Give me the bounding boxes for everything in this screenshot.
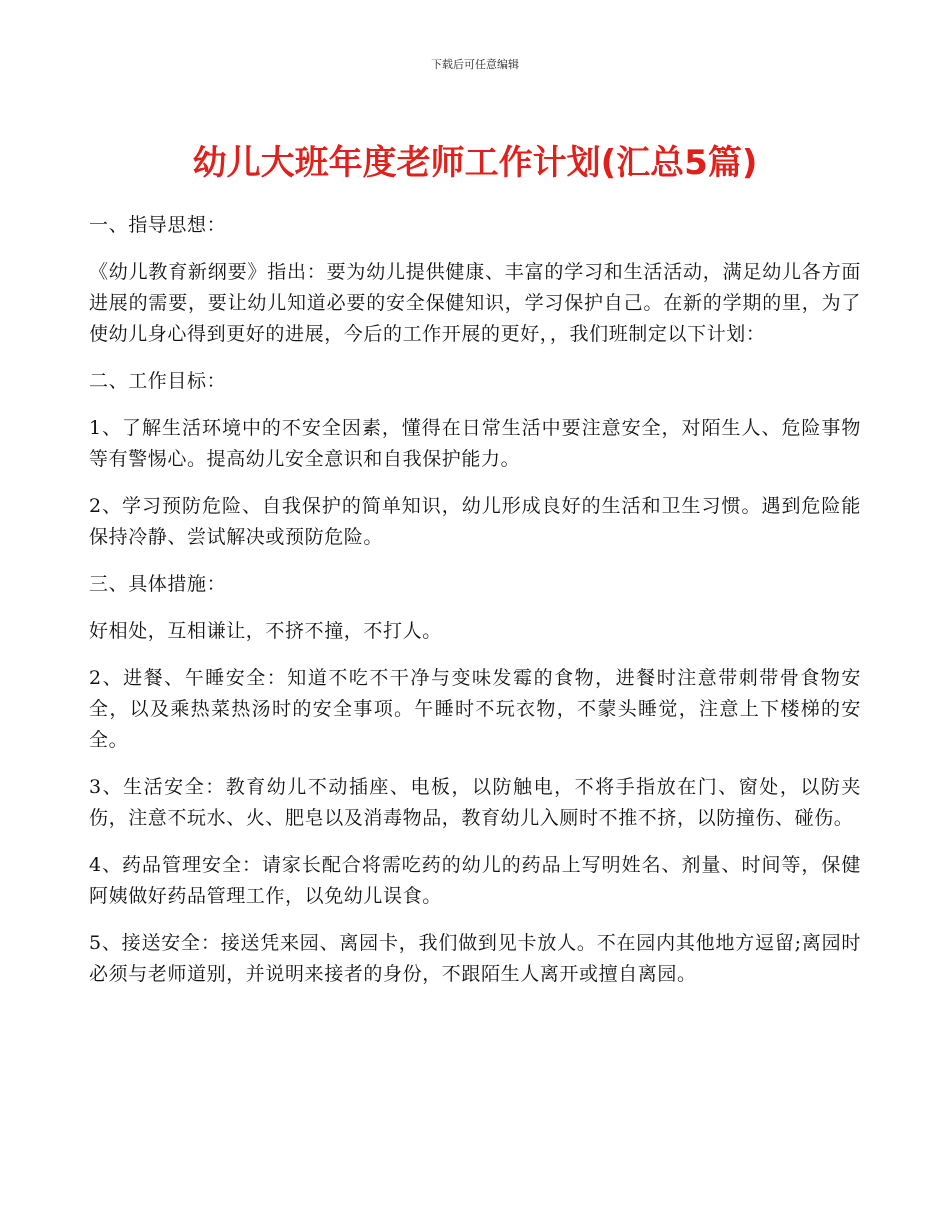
paragraph-measure-4: 4、药品管理安全：请家长配合将需吃药的幼儿的药品上写明姓名、剂量、时间等，保健阿姨做好药品管理工作，以免幼儿误食。 bbox=[89, 854, 861, 907]
document-body bbox=[89, 210, 861, 1006]
page-header-note: 下载后可任意编辑 bbox=[431, 58, 519, 71]
document-title: 幼儿大班年度老师工作计划(汇总5篇) bbox=[192, 143, 758, 183]
paragraph-measure-5: 5、接送安全：接送凭来园、离园卡，我们做到见卡放人。不在园内其他地方逗留;离园时必须与老师道别，并说明来接者的身份，不跟陌生人离开或擅自离园。 bbox=[89, 932, 861, 985]
paragraph-measure-fragment: 好相处，互相谦让，不挤不撞，不打人。 bbox=[89, 620, 442, 642]
paragraph-measure-2: 2、进餐、午睡安全：知道不吃不干净与变味发霉的食物，进餐时注意带刺带骨食物安全，以及乘热菜热汤时的安全事项。午睡时不玩衣物，不蒙头睡觉，注意上下楼梯的安全。 bbox=[89, 667, 861, 751]
paragraph-guiding-text: 《幼儿教育新纲要》指出：要为幼儿提供健康、丰富的学习和生活活动，满足幼儿各方面进展的需要，要让幼儿知道必要的安全保健知识，学习保护自己。在新的学期的里，为了使幼儿身心得到更好的进展，今后的工作开展的更好，，我们班制定以下计划： bbox=[89, 261, 861, 345]
paragraph-goal-1: 1、了解生活环境中的不安全因素，懂得在日常生活中要注意安全，对陌生人、危险事物等有警惕心。提高幼儿安全意识和自我保护能力。 bbox=[89, 417, 861, 470]
paragraph-goal-2: 2、学习预防危险、自我保护的简单知识，幼儿形成良好的生活和卫生习惯。遇到危险能保持冷静、尝试解决或预防危险。 bbox=[89, 495, 861, 548]
paragraph-measure-3: 3、生活安全：教育幼儿不动插座、电板，以防触电，不将手指放在门、窗处，以防夹伤，注意不玩水、火、肥皂以及消毒物品，教育幼儿入厕时不推不挤，以防撞伤、碰伤。 bbox=[89, 776, 861, 829]
paragraph-section-heading-3: 三、具体措施： bbox=[89, 573, 227, 595]
paragraph-section-heading-1: 一、指导思想： bbox=[89, 214, 227, 236]
paragraph-section-heading-2: 二、工作目标： bbox=[89, 370, 227, 392]
